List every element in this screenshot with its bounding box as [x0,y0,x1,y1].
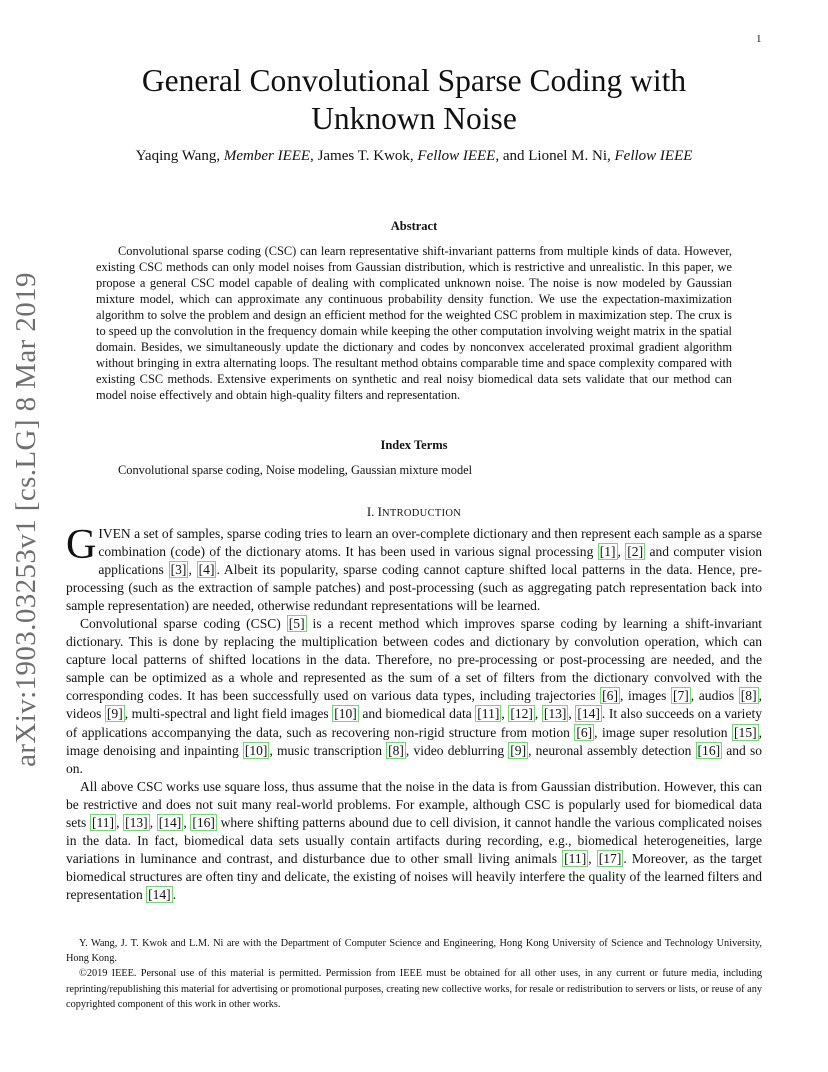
text-run: , audios [690,688,739,704]
author-3: Lionel M. Ni, [528,148,611,164]
text-run: , [188,562,197,578]
text-run: , [116,814,124,830]
title-line-2: Unknown Noise [311,101,517,136]
citation-link[interactable]: [11] [564,850,587,866]
author-conjunction: and [502,148,525,164]
text-run: Convolutional sparse coding (CSC) [80,616,287,632]
text-run: . Moreover, as the target biomedical structures are often tiny and delicate, the existing of noises will heavily interfere the quality of the learned filters and representation [66,850,762,902]
abstract-heading: Abstract [390,219,438,233]
citation-link[interactable]: [11] [91,814,115,830]
text-run: , [588,850,597,866]
citation-link[interactable]: [8] [388,742,404,758]
citation-link[interactable]: [16] [192,814,215,830]
text-run: , [568,706,576,722]
index-terms-heading: Index Terms [380,438,448,452]
affiliation-footnote: Y. Wang, J. T. Kwok and L.M. Ni are with the Department of Computer Science and Engineering, Hong Kong University of Science and Technology University, Hong Kong. [66,938,762,965]
page-number: 1 [756,33,762,45]
author-list [0,148,828,165]
citation-link[interactable]: [1] [599,544,616,560]
text-run: , image super resolution [594,724,733,740]
author-1: Yaqing Wang, [135,148,221,164]
text-run: All above CSC works use square loss, thus assume that the noise in the data is from Gaussian distribution. However, this can be restrictive and does not suit many real-world problems. For example, although CSC is popularly used for biomedical data sets [66,778,762,830]
text-run: , multi-spectral and light field images [124,706,333,722]
section-first-letter: I [377,504,383,519]
text-run: , [149,814,157,830]
text-run: , image denoising and inpainting [66,724,762,758]
index-terms-list: Convolutional sparse coding, Noise modeling, Gaussian mixture model [118,463,473,477]
citation-link[interactable]: [13] [125,814,148,830]
citation-link[interactable]: [10] [334,706,357,722]
footnotes [66,936,762,1012]
title-line-1: General Convolutional Sparse Coding with [141,63,687,98]
text-run: , neuronal assembly detection [528,742,696,758]
drop-cap: G [66,522,97,568]
text-run: . Albeit its popularity, sparse coding cannot capture shifted local patterns in the data. Hence, pre-processing (such as the extraction of sample patches) and post-processing (such as aggregating patch representation back into sample representation) are needed, otherwise redundant representations will be learned. [66,562,762,614]
section-title-rest: NTRODUCTION [382,508,462,519]
section-heading [0,504,828,520]
text-run: , [534,706,542,722]
text-run: , videos [66,688,762,722]
citation-link[interactable]: [6] [602,688,618,704]
paragraph-2 [66,615,762,777]
text-run: , music transcription [269,742,387,758]
text-run: where shifting patterns abound due to cell division, it cannot handle the various complicated noises in the data. In fact, biomedical data sets usually contain artifacts during recording, e.g., biomedical heterogeneities, large variations in luminance and contrast, and disturbance due to other small living animals [66,814,762,866]
citation-link[interactable]: [6] [576,724,593,740]
citation-link[interactable]: [17] [598,850,622,866]
citation-link[interactable]: [14] [577,706,600,722]
paragraph-1 [66,522,763,615]
body-text [66,522,763,904]
citation-link[interactable]: [13] [543,706,567,722]
citation-link[interactable]: [10] [244,742,268,758]
citation-link[interactable]: [4] [198,562,215,578]
text-run: and computer vision applications [98,544,763,578]
citation-link[interactable]: [9] [106,706,123,722]
text-run: , images [619,688,671,704]
author-1-role: Member IEEE, [223,148,314,164]
citation-link[interactable]: [8] [740,688,757,704]
citation-link[interactable]: [16] [697,742,721,758]
citation-link[interactable]: [2] [627,544,644,560]
text-run: . It also succeeds on a variety of applications accompanying the data, such as recovering non-rigid structure from motion [66,706,762,740]
citation-link[interactable]: [9] [510,742,527,758]
section-numeral: I. [366,504,375,519]
text-run: , [501,706,509,722]
text-run: IVEN a set of samples, sparse coding tries to learn an over-complete dictionary and then represent each sample as a sparse combination (code) of the dictionary atoms. It has been used in various signal processing [98,526,762,560]
paper-title [0,62,828,138]
author-3-role: Fellow IEEE [614,148,693,164]
citation-link[interactable]: [5] [288,616,305,632]
citation-link[interactable]: [14] [148,886,171,902]
abstract-body: Convolutional sparse coding (CSC) can learn representative shift-invariant patterns from multiple kinds of data. However, existing CSC methods can only model noises from Gaussian distribution, which is restrictive and unrealistic. In this paper, we propose a general CSC model capable of dealing with complicated unknown noise. The noise is now modeled by Gaussian mixture model, which can approximate any continuous probability density function. We use the expectation-maximization algorithm to solve the problem and design an efficient method for the weighted CSC problem in maximization step. The crux is to speed up the convolution in the frequency domain while keeping the other computation involving weight matrix in the spatial domain. Besides, we simultaneously update the dictionary and codes by nonconvex accelerated proximal gradient algorithm without bringing in extra alternating loops. The resultant method obtains comparable time and space complexity compared with existing CSC methods. Extensive experiments on synthetic and real noisy biomedical data sets validate that our method can model noise effectively and obtain high-quality filters and representation. [96,244,732,403]
text-run: is a recent method which improves sparse coding by learning a shift-invariant dictionary. This is done by replacing the multiplication between codes and dictionary by convolution operation, which can capture local patterns of shifted locations in the data. Therefore, no pre-processing or post-processing are needed, and the sample can be optimized as a whole and represented as the sum of a set of filters from the dictionary convolved with the corresponding codes. It has been successfully used on various data types, including trajectories [66,616,762,704]
copyright-notice: ©2019 IEEE. Personal use of this material is permitted. Permission from IEEE must be obtained for all other uses, in any current or future media, including reprinting/republishing this material for advertising or promotional purposes, creating new collective works, for resale or redistribution to servers or lists, or reuse of any copyrighted component of this work in other works. [66,968,762,1010]
arxiv-identifier: arXiv:1903.03253v1 [cs.LG] 8 Mar 2019 [9,271,42,767]
author-2: James T. Kwok, [317,148,414,164]
citation-link[interactable]: [7] [672,688,689,704]
text-run: and biomedical data [358,706,476,722]
author-2-role: Fellow IEEE, [417,148,500,164]
text-run: , [183,814,191,830]
citation-link[interactable]: [12] [510,706,533,722]
text-run: , [617,544,626,560]
citation-link[interactable]: [15] [734,724,757,740]
text-run: , video deblurring [405,742,509,758]
citation-link[interactable]: [11] [477,706,500,722]
citation-link[interactable]: [3] [170,562,187,578]
text-run: and so on. [66,742,763,776]
text-run: . [172,886,177,902]
citation-link[interactable]: [14] [158,814,182,830]
paragraph-3 [66,778,762,904]
